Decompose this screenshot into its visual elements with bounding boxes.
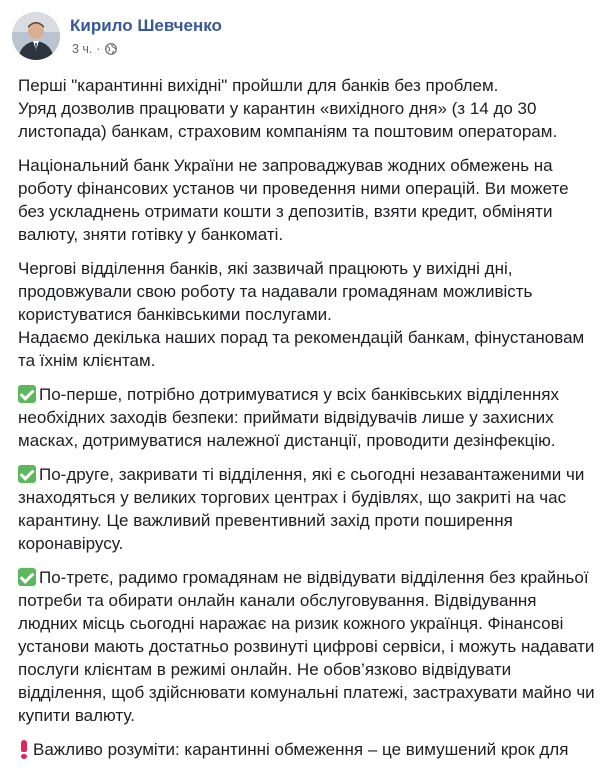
exclamation-icon — [18, 740, 30, 758]
check-mark-icon — [18, 385, 36, 403]
post-paragraph — [18, 738, 608, 763]
globe-icon[interactable] — [105, 43, 117, 55]
paragraph-text: Чергові відділення банків, які зазвичай працюють у вихідні дні, продовжували свою роботу та надавали громадянам можливість користуватися банківськими послугами. Надаємо декілька наших порад та рекомендацій банкам, фінустановам та їхнім клієнтам. — [18, 259, 585, 370]
post-paragraph — [18, 463, 608, 555]
check-mark-icon — [18, 465, 36, 483]
paragraph-text: По-третє, радимо громадянам не відвідувати відділення без крайньої потреби та обирати онлайн канали обслуговування. Відвідування людних місць сьогодні наражає на ризик кожного українця. Фінансові установи мають достатньо розвинуті цифрові сервіси, і можуть надавати послуги клієнтам в режимі онлайн. Не обов’язково відвідувати відділення, щоб здійснювати комунальні платежі, застрахувати майно чи купити валюту. — [18, 568, 595, 725]
paragraph-text: По-перше, потрібно дотримуватися у всіх банківських відділеннях необхідних заходів безпеки: приймати відвідувачів лише у захисних масках, дотримуватися належної дистанції, проводити дезінфекцію. — [18, 385, 559, 450]
post-paragraph — [18, 154, 608, 246]
author-avatar[interactable] — [12, 12, 60, 60]
post-timestamp[interactable]: 3 ч. — [72, 42, 93, 56]
avatar-photo — [12, 12, 60, 60]
meta-separator: · — [96, 42, 101, 56]
paragraph-text: Національний банк України не запроваджував жодних обмежень на роботу фінансових установ чи проведення ними операцій. Ви можете без ускладнень отримати кошти з депозитів, взяти кредит, обміняти валюту, зняти готівку у банкоматі. — [18, 156, 569, 244]
post-paragraph — [18, 74, 608, 143]
paragraph-text: Перші "карантинні вихідні" пройшли для банків без проблем. Уряд дозволив працювати у карантин «вихідного дня» (з 14 до 30 листопада) банкам, страховим компаніям та поштовим операторам. — [18, 76, 558, 141]
post-paragraph — [18, 257, 608, 372]
check-mark-icon — [18, 568, 36, 586]
post-body — [18, 74, 608, 774]
author-name-link[interactable]: Кирило Шевченко — [70, 16, 222, 35]
paragraph-text: Важливо розуміти: карантинні обмеження – це вимушений крок для — [33, 740, 569, 759]
post-paragraph — [18, 383, 608, 452]
post-meta — [72, 42, 117, 56]
post-paragraph — [18, 566, 608, 727]
paragraph-text: По-друге, закривати ті відділення, які є сьогодні незавантаженими чи знаходяться у великих торгових центрах і будівлях, що закриті на час карантину. Це важливий превентивний захід проти поширення коронавірусу. — [18, 465, 585, 553]
